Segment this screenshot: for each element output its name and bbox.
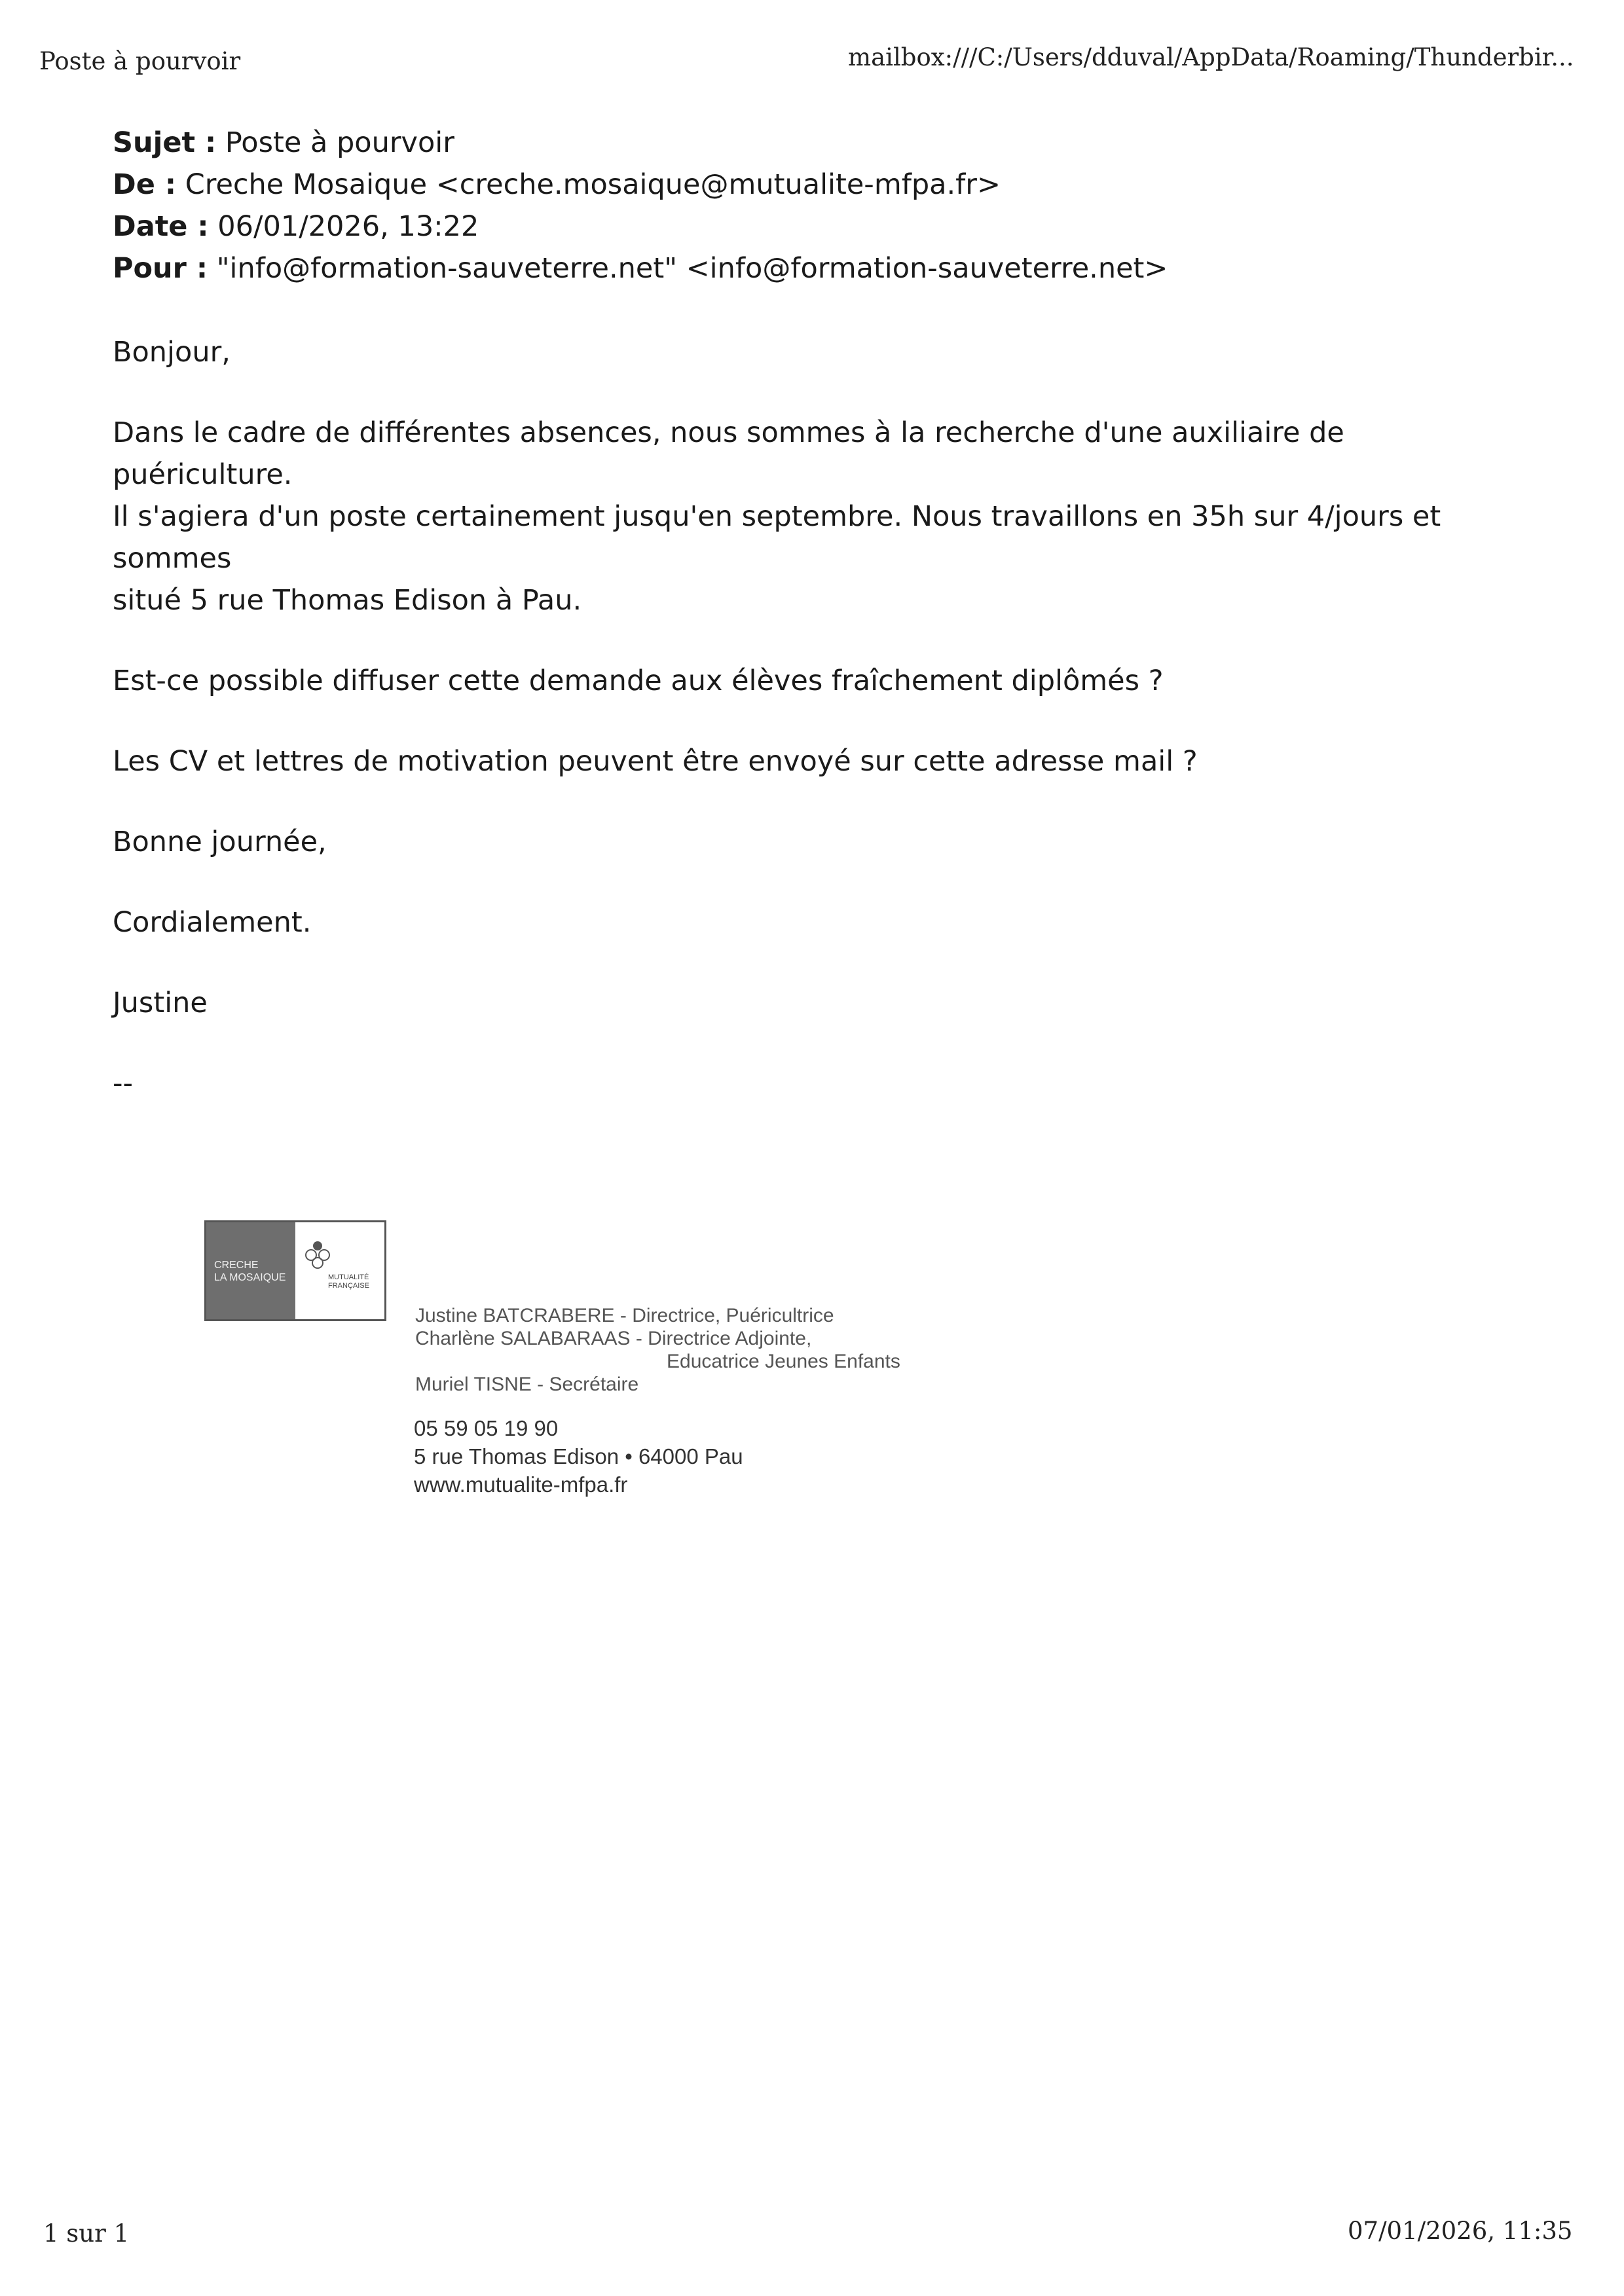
closing-regards: Cordialement. [113, 906, 312, 939]
brand-line-2: FRANÇAISE [328, 1282, 369, 1290]
to-label: Pour : [113, 252, 208, 285]
creche-logo [204, 1220, 386, 1321]
email-signature [204, 1220, 1056, 1522]
from-label: De : [113, 168, 177, 201]
contact-block [414, 1414, 743, 1499]
contact-website[interactable]: www.mutualite-mfpa.fr [414, 1472, 628, 1497]
email-to-line [113, 247, 1501, 289]
print-header-title: Poste à pourvoir [39, 47, 241, 75]
subject-label: Sujet : [113, 126, 217, 159]
staff-secretary: Muriel TISNE - Secrétaire [415, 1374, 639, 1395]
staff-deputy-director: Charlène SALABARAAS - Directrice Adjointe, [415, 1328, 812, 1349]
to-value[interactable]: "info@formation-sauveterre.net" <info@formation-sauveterre.net> [216, 252, 1168, 285]
mutualite-francaise-logo-icon [304, 1239, 331, 1275]
mutualite-logo-panel [295, 1222, 384, 1319]
body-paragraph-1-line-2: Il s'agiera d'un poste certainement jusqu'en septembre. Nous travaillons en 35h sur 4/jours et sommes [113, 500, 1441, 575]
staff-director: Justine BATCRABERE - Directrice, Puéricultrice [415, 1305, 834, 1326]
print-footer-timestamp: 07/01/2026, 11:35 [1348, 2217, 1573, 2245]
email-from-line [113, 164, 1501, 206]
print-footer-page: 1 sur 1 [43, 2219, 130, 2248]
contact-address: 5 rue Thomas Edison • 64000 Pau [414, 1444, 743, 1468]
from-value[interactable]: Creche Mosaique <creche.mosaique@mutualite-mfpa.fr> [185, 168, 1001, 201]
mutualite-brand-text [328, 1273, 369, 1290]
email-subject-line [113, 122, 1501, 164]
sender-name: Justine [113, 987, 208, 1019]
email-message [113, 122, 1501, 1104]
staff-list [415, 1304, 900, 1396]
print-header-url: mailbox:///C:/Users/dduval/AppData/Roaming/Thunderbir... [848, 43, 1574, 71]
creche-logo-text [206, 1222, 295, 1319]
logo-line-1: CRECHE [214, 1260, 259, 1271]
body-paragraph-1-line-3: situé 5 rue Thomas Edison à Pau. [113, 584, 582, 617]
brand-line-1: MUTUALITÉ [328, 1273, 369, 1281]
body-paragraph-3: Les CV et lettres de motivation peuvent être envoyé sur cette adresse mail ? [113, 745, 1198, 778]
body-paragraph-2: Est-ce possible diffuser cette demande aux élèves fraîchement diplômés ? [113, 665, 1164, 697]
greeting: Bonjour, [113, 336, 231, 369]
date-label: Date : [113, 210, 209, 243]
body-paragraph-1-line-1: Dans le cadre de différentes absences, nous sommes à la recherche d'une auxiliaire de puériculture. [113, 416, 1344, 491]
date-value: 06/01/2026, 13:22 [217, 210, 479, 243]
logo-line-2: LA MOSAIQUE [214, 1272, 286, 1283]
closing-greeting: Bonne journée, [113, 826, 327, 858]
contact-phone[interactable]: 05 59 05 19 90 [414, 1416, 559, 1440]
subject-value: Poste à pourvoir [225, 126, 454, 159]
signature-separator: -- [113, 1067, 134, 1100]
staff-deputy-director-role: Educatrice Jeunes Enfants [667, 1351, 900, 1372]
email-date-line [113, 206, 1501, 247]
